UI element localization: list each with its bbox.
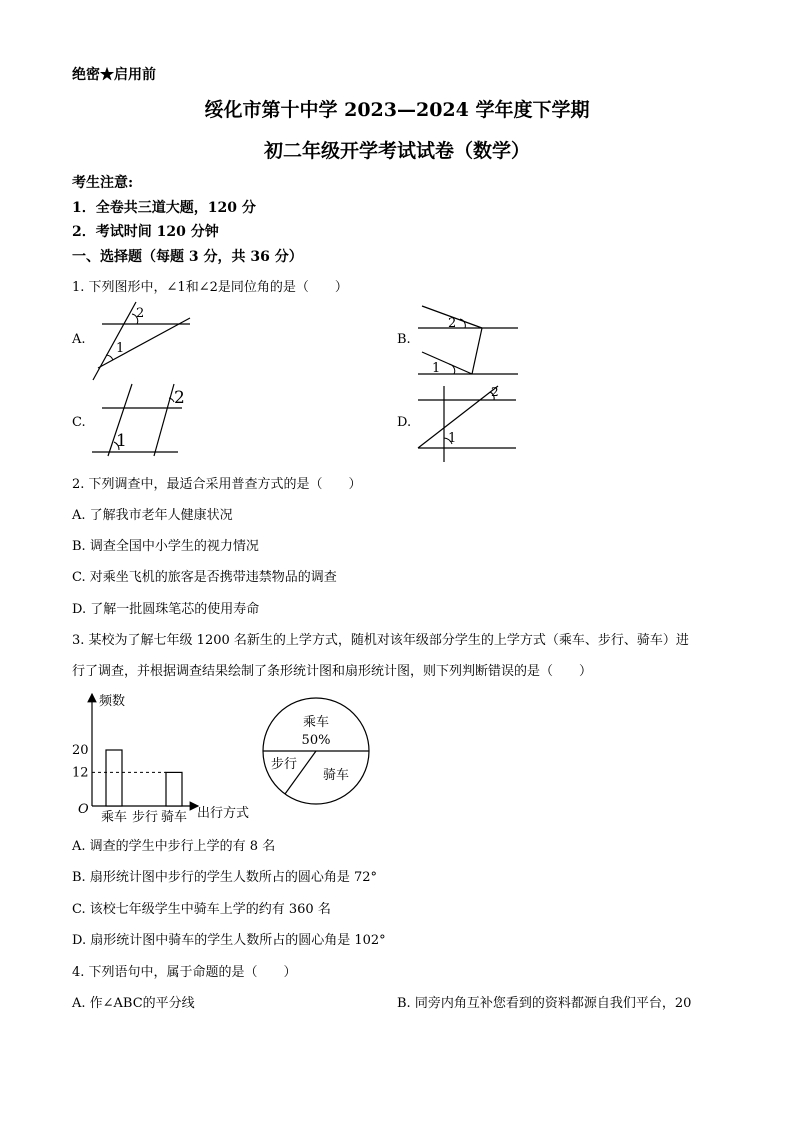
pie-label-walk: 步行: [271, 757, 298, 772]
q1-d-angle1-label: 1: [448, 431, 457, 446]
q1-option-d-label: D.: [397, 415, 412, 430]
y-tick-label-0: 12: [72, 765, 89, 781]
q1-option-c-label: C.: [72, 415, 86, 430]
q2-option-b: B. 调查全国中小学生的视力情况: [72, 539, 259, 554]
q1-option-a-label: A.: [72, 332, 86, 347]
notice-item-2: 2．考试时间 120 分钟: [72, 224, 219, 240]
q1-figure-b: [410, 300, 526, 382]
x-tick-label-1: 步行: [131, 810, 159, 825]
secret-mark: 绝密★启用前: [72, 67, 156, 83]
origin-label: O: [78, 802, 89, 817]
q4-option-b: B. 同旁内角互补您看到的资料都源自我们平台，20: [397, 996, 692, 1011]
y-tick-label-1: 20: [72, 743, 89, 758]
x-tick-label-2: 骑车: [160, 810, 188, 825]
q1-a-angle2-label: 2: [136, 306, 145, 321]
q1-figure-a: [88, 300, 198, 382]
x-axis-label: 出行方式: [197, 806, 250, 821]
q1-b-angle2-label: 2: [448, 316, 457, 331]
q1-b-angle1-label: 1: [432, 361, 441, 376]
q1-figure-d: [412, 382, 524, 464]
pie-label-bike: 骑车: [323, 768, 350, 783]
q2-option-a: A. 了解我市老年人健康状况: [72, 508, 233, 523]
q1-a-angle1-label: 1: [116, 341, 125, 356]
q2-option-c: C. 对乘坐飞机的旅客是否携带违禁物品的调查: [72, 570, 337, 585]
q3-option-d: D. 扇形统计图中骑车的学生人数所占的圆心角是 102°: [72, 933, 386, 948]
q2-stem: 2. 下列调查中，最适合采用普查方式的是（ ）: [72, 477, 362, 492]
pie-value-bus: 50%: [301, 733, 331, 748]
q1-stem: 1. 下列图形中，∠1和∠2是同位角的是（ ）: [72, 280, 348, 295]
notice-item-1: 1．全卷共三道大题，120 分: [72, 200, 256, 216]
q3-bar-chart: [70, 690, 260, 830]
q2-option-d: D. 了解一批圆珠笔芯的使用寿命: [72, 602, 260, 617]
q1-c-angle2-label: 2: [174, 388, 185, 408]
q3-option-c: C. 该校七年级学生中骑车上学的约有 360 名: [72, 902, 331, 917]
x-tick-label-0: 乘车: [100, 810, 128, 825]
q3-pie-chart: [258, 696, 376, 808]
q1-c-angle1-label: 1: [116, 431, 127, 451]
pie-label-bus: 乘车: [302, 715, 330, 730]
q1-option-b-label: B.: [397, 332, 411, 347]
page-subtitle: 初二年级开学考试试卷（数学）: [263, 140, 530, 162]
q1-d-angle2-label: 2: [491, 385, 499, 399]
page-title: 绥化市第十中学 2023—2024 学年度下学期: [204, 99, 590, 121]
q4-option-a: A. 作∠ABC的平分线: [72, 996, 195, 1011]
bar-2: [166, 772, 182, 806]
notice-heading: 考生注意:: [72, 175, 134, 191]
q4-stem: 4. 下列语句中，属于命题的是（ ）: [72, 965, 297, 980]
q3-option-b: B. 扇形统计图中步行的学生人数所占的圆心角是 72°: [72, 870, 377, 885]
q3-stem-line2: 行了调查，并根据调查结果绘制了条形统计图和扇形统计图，则下列判断错误的是（ ）: [72, 664, 593, 679]
section-heading: 一、选择题（每题 3 分，共 36 分）: [72, 249, 303, 265]
q1-figure-c: [88, 380, 198, 460]
q3-option-a: A. 调查的学生中步行上学的有 8 名: [72, 839, 276, 854]
q3-stem-line1: 3. 某校为了解七年级 1200 名新生的上学方式，随机对该年级部分学生的上学方式（乘车、步行、骑车）进: [72, 633, 689, 648]
bar-0: [106, 750, 122, 806]
y-axis-label: 频数: [99, 694, 126, 709]
